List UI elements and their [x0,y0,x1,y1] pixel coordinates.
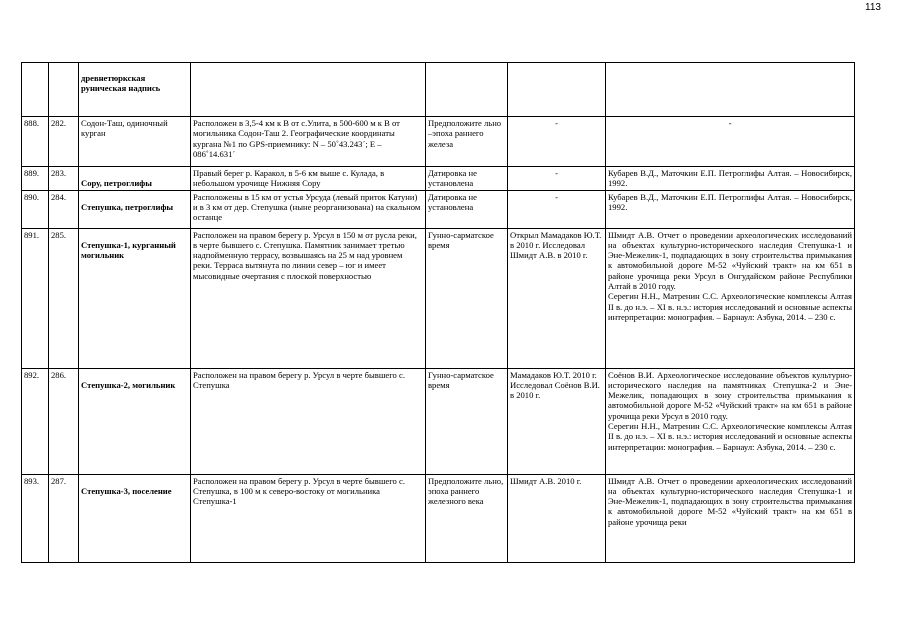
monuments-table [21,62,855,563]
monument-location: Правый берег р. Каракол, в 5-6 км выше с. Кулада, в небольшом урочище Нижняя Сору [191,167,426,191]
monument-dating [426,63,508,117]
monument-location: Расположены в 15 км от устья Урсуда (левый приток Катуни) и в 3 км от дер. Степушка (ныне реорганизована) на скальном останце [191,190,426,228]
row-number: 891. [22,228,49,368]
literature-entry: Шмидт А.В. Отчет о проведении археологических исследований на объектах культурно-исторического наследия Степушка-1 и Эне-Межелик-1, подпадающих в зону строительства примыкания к автомобильной дороге М-52 «Чуйский тракт» на км 651 в районе урочища реки [608,475,852,527]
monument-literature [606,63,855,117]
monument-location: Расположен на правом берегу р. Урсул в черте бывшего с. Степушка, в 100 м к северо-востоку от могильника Степушка-1 [191,474,426,562]
table-row [22,228,855,368]
monument-location: Расположен в 3,5-4 км к В от с.Улита, в 500-600 м к В от могильника Содон-Таш 2. Географические координаты кургана №1 по GPS-приемнику: N – 50˚43.243´; E – 086˚14.631´ [191,117,426,167]
monument-name-text: древнетюркская руническая надпись [81,73,161,94]
literature-entry: Серегин Н.Н., Матренин С.С. Археологические комплексы Алтая II в. до н.э. – XI в. н.э.: история исследований и основные аспекты интерпретации: монография. – Барнаул: Азбука, 2014. – 230 с. [608,291,852,322]
literature-entry: Кубарев В.Д., Маточкин Е.П. Петроглифы Алтая. – Новосибирск, 1992. [608,191,852,212]
row-sub-number: 284. [49,190,79,228]
monument-studied: - [508,190,606,228]
monument-name-text: Степушка, петроглифы [81,201,174,212]
monument-dating: Датировка не установлена [426,167,508,191]
monument-dating: Датировка не установлена [426,190,508,228]
table-row [22,117,855,167]
monument-studied [508,63,606,117]
monument-dating: Гунно-сарматское время [426,368,508,474]
monument-name-text: Степушка-1, курганный могильник [81,239,176,260]
literature-entry: Соёнов В.И. Археологическое исследование объектов культурно-исторического наследия на памятниках Степушка-2 и Эне-Межелик, попадающих в зону строительства примыкания к автомобильной дороге М-52 «Чуйский тракт» на км 651 в районе урочища реки Урсул в 2010 году. [608,369,852,421]
row-sub-number: 286. [49,368,79,474]
monument-name-text: Сору, петроглифы [81,178,152,188]
monument-dating: Предположите льно –эпоха раннего железа [426,117,508,167]
row-number: 889. [22,167,49,191]
table-row [22,63,855,117]
monument-location: Расположен на правом берегу р. Урсул в черте бывшего с. Степушка [191,368,426,474]
monument-name [79,63,191,117]
monument-name [79,117,191,167]
monument-studied: - [508,167,606,191]
monument-literature [606,368,855,474]
table-row [22,190,855,228]
row-sub-number: 285. [49,228,79,368]
monument-dating: Гунно-сарматское время [426,228,508,368]
monument-name [79,474,191,562]
literature-entry: Кубарев В.Д., Маточкин Е.П. Петроглифы Алтая. – Новосибирск, 1992. [608,168,852,189]
monument-name-text: Содон-Таш, одиночный курган [81,118,168,139]
row-number: 888. [22,117,49,167]
monument-name-text: Степушка-3, поселение [81,485,172,496]
monument-name [79,167,191,191]
monument-literature [606,474,855,562]
monument-dating: Предположите льно, эпоха раннего железного века [426,474,508,562]
row-sub-number: 283. [49,167,79,191]
literature-entry: - [728,118,732,128]
monument-name-text: Степушка-2, могильник [81,379,176,390]
table-row [22,167,855,191]
row-number: 892. [22,368,49,474]
literature-entry: Шмидт А.В. Отчет о проведении археологических исследований на объектах культурно-исторического наследия Степушка-1 и Эне-Межелик-1, подпадающих в зону строительства примыкания к автомобильной дороге М-52 «Чуйский тракт» на км 651 в районе урочища реки Урсул в Онгудайском районе Республики Алтай в 2010 году. [608,229,852,292]
row-number [22,63,49,117]
monument-name [79,190,191,228]
page-number: 113 [865,2,881,13]
monument-name [79,368,191,474]
row-sub-number: 287. [49,474,79,562]
monument-literature [606,117,855,167]
row-number: 890. [22,190,49,228]
table-row [22,474,855,562]
row-sub-number: 282. [49,117,79,167]
monument-studied: Шмидт А.В. 2010 г. [508,474,606,562]
monument-literature [606,190,855,228]
table-row [22,368,855,474]
row-sub-number [49,63,79,117]
monument-location: Расположен на правом берегу р. Урсул в 150 м от русла реки, в черте бывшего с. Степушка. Памятник занимает третью надпойменную террасу, возвышаясь на 25 м над уровнем реки. Терраса вытянута по линии север – юг и имеет мысовидные очертания с плоской поверхностью [191,228,426,368]
literature-entry: Серегин Н.Н., Матренин С.С. Археологические комплексы Алтая II в. до н.э. – XI в. н.э.: история исследований и основные аспекты интерпретации: монография. – Барнаул: Азбука, 2014. – 230 с. [608,421,852,452]
row-number: 893. [22,474,49,562]
monument-location [191,63,426,117]
monument-name [79,228,191,368]
monument-studied: Мамадаков Ю.Т. 2010 г. Исследовал Соёнов В.И. в 2010 г. [508,368,606,474]
monument-studied: - [508,117,606,167]
monument-literature [606,167,855,191]
monument-literature [606,228,855,368]
monument-studied: Открыл Мамадаков Ю.Т. в 2010 г. Исследовал Шмидт А.В. в 2010 г. [508,228,606,368]
